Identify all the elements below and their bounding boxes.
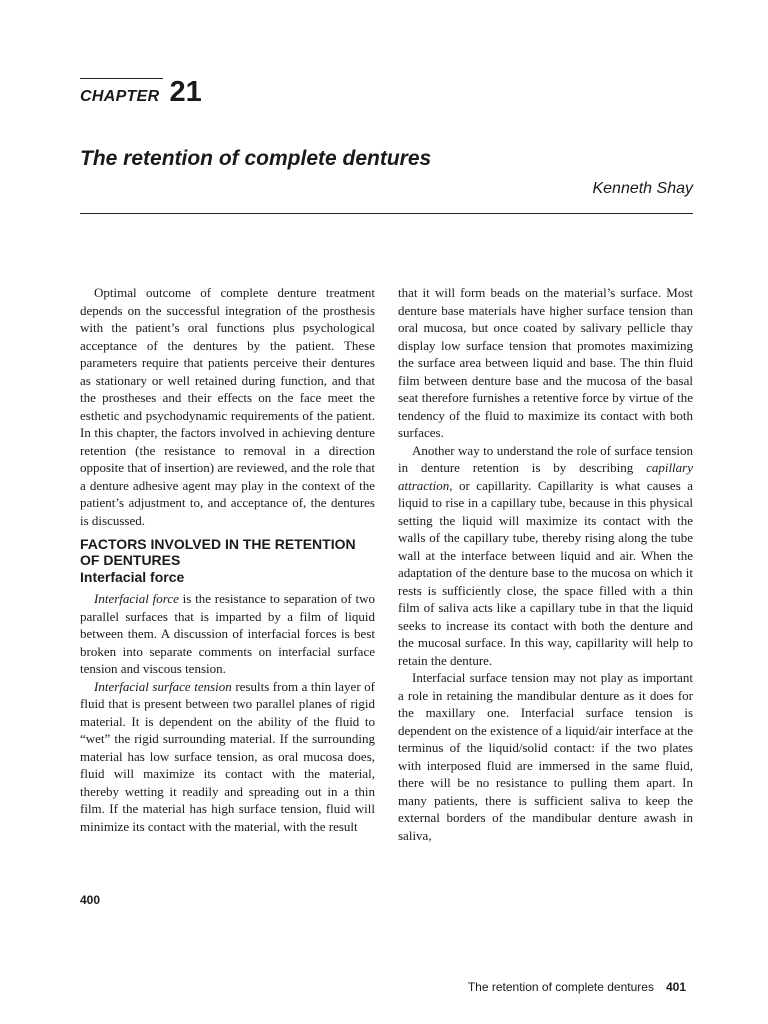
chapter-heading	[80, 76, 202, 109]
paragraph-capillarity	[398, 442, 693, 670]
chapter-number: 21	[169, 76, 202, 108]
paragraph-surface-tension	[80, 678, 375, 836]
paragraph-continuation: that it will form beads on the material’s surface. Most denture base materials have higher surface tension than oral mucosa, but once coated by salivary pellicle thay display low surface tension that promotes maximizing the surface area between liquid and base. The thin fluid film between denture base and the mucosa of the basal seat therefore furnishes a retentive force by virtue of the tendency of the fluid to maximize its contact with both surfaces.	[398, 285, 693, 440]
term-surface-tension: Interfacial surface tension	[94, 678, 232, 694]
running-footer-title: The retention of complete dentures	[467, 980, 654, 994]
author-name: Kenneth Shay	[592, 180, 693, 197]
right-column	[398, 284, 693, 844]
intro-paragraph: Optimal outcome of complete denture treatment depends on the successful integration of the prosthesis with the patient’s oral functions plus psychological acceptance of the dentures by the patient. These parameters require that patients perceive their dentures as stationary or well retained during function, and that the prostheses and their effects on the face meet the esthetic and psychodynamic requirements of the patient. In this chapter, the factors involved in achieving denture retention (the resistance to removal in a direction opposite that of insertion) are reviewed, and the role that a denture adhesive agent may play in the context of the patient’s adjustment to, and acceptance of, the dentures is discussed.	[80, 285, 375, 528]
paragraph-interfacial-force	[80, 590, 375, 678]
page-number-left: 400	[80, 893, 101, 907]
section-heading: FACTORS INVOLVED IN THE RETENTION OF DENTURES	[80, 536, 356, 568]
running-footer	[468, 980, 686, 994]
page-number-right: 401	[665, 980, 686, 994]
term-interfacial-force: Interfacial force	[94, 591, 179, 606]
paragraph-text: or capillarity. Capillarity is what causes a liquid to rise in a capillary tube, because in this physical setting the liquid will maximize its contact with the walls of the capillary tube, thereby rising along the tube wall at the interface between liquid and air. When the adaptation of the denture base to the mucosa on which it rests is sufficiently close, the space filled with a thin film of saliva acts like a capillary tube in that the liquid seeks to increase its contact with both the denture and the mucosal surface. In this way, capillarity will help to retain the denture.	[398, 477, 693, 668]
chapter-title: The retention of complete dentures	[80, 147, 432, 170]
paragraph-text: is the resistance to separation of two parallel surfaces that is imparted by a film of liquid between them. A discussion of interfacial forces is best broken into separate comments on interfacial surface tension and viscous tension.	[80, 591, 375, 676]
paragraph-text: results from a thin layer of fluid that is present between two parallel planes of rigid material. It is dependent on the ability of the fluid to “wet” the rigid surrounding material. If the surrounding material has low surface tension, as oral mucosa does, fluid will maximize its contact with the material, thereby wetting it readily and spreading out in a thin film. If the material has high surface tension, fluid will minimize its contact with the material, with the result	[80, 678, 376, 834]
left-column	[80, 284, 375, 835]
paragraph-text: Another way to understand the role of surface tension in denture retention is by describing	[398, 442, 693, 475]
title-rule	[80, 213, 693, 214]
chapter-label: CHAPTER	[80, 88, 160, 105]
subsection-heading: Interfacial force	[80, 569, 185, 585]
term-capillary-attraction: capillary attraction,	[398, 460, 693, 493]
paragraph-mandibular: Interfacial surface tension may not play as important a role in retaining the mandibular denture as it does for the maxillary one. Interfacial surface tension is dependent on the existence of a liquid/air interface at the terminus of the liquid/solid contact: if the two plates with interposed fluid are immersed in the same fluid, there will be no resistance to pulling them apart. In many patients, there is sufficient saliva to keep the external borders of the mandibular denture awash in saliva,	[398, 670, 693, 843]
